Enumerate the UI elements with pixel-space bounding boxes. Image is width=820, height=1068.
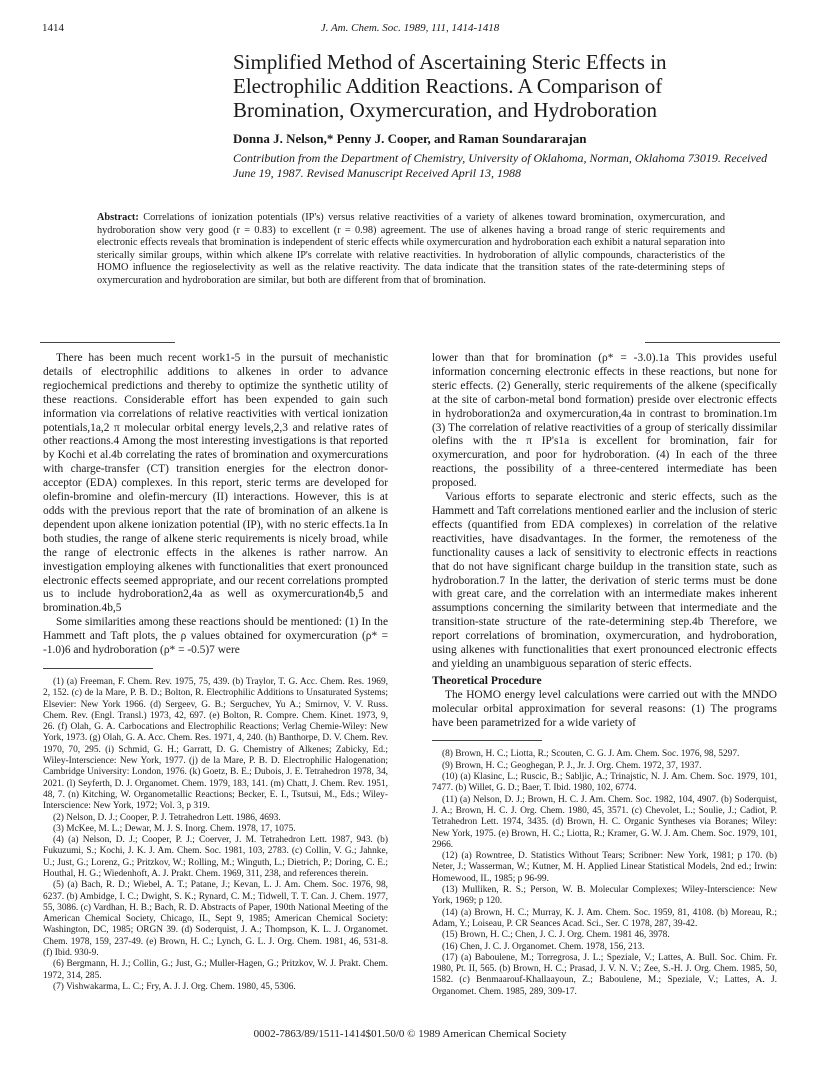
body-paragraph: There has been much recent work1-5 in the pursuit of mechanistic details of electrophilic additions to alkenes in order to advance regiochemical predictions and thereby to optimize the synthetic utility of these reactions. Considerable effort has been expended to gain such information via correlations of relative reactivities with vertical ionization potentials,1a,2 π molecular orbital energy levels,2,3 and relative rates of other reactions.4 Among the most interesting investigations is that reported by Kochi et al.4b correlating the rates of bromination and oxymercurations with charge-transfer (CT) transition energies for the electron donor-acceptor (EDA) complexes. In this report, steric terms are developed for olefin-bromine and olefin-mercury (II) interactions. However, this is at odds with the previous report that the rate of bromination of an alkene is dependent upon alkene ionization potential (IP), with no steric effects.1a In both studies, the range of alkene steric requirements is nicely broad, while the range of electronic effects in the alkenes is rather narrow. An investigation employing alkenes with functionalities that exert pronounced electronic effects seemed appropriate, and our recent correlations prompted us to include hydroboration2,4a as well as oxymercuration4b,5 and bromination.4b,5 — [43, 352, 388, 615]
journal-reference: J. Am. Chem. Soc. 1989, 111, 1414-1418 — [320, 22, 500, 34]
footnote: (7) Vishwakarma, L. C.; Fry, A. J. J. Org. Chem. 1980, 45, 5306. — [53, 981, 296, 992]
body-paragraph: Some similarities among these reactions should be mentioned: (1) In the Hammett and Taft plots, the ρ values obtained for oxymercuration (ρ* = -1.0)6 and hydroboration (ρ* = -0.5)7 were — [43, 616, 388, 657]
footnote-divider — [43, 668, 153, 669]
footnote: (6) Bergmann, H. J.; Collin, G.; Just, G.; Muller-Hagen, G.; Pritzkov, W. J. Prakt. Chem. 1972, 314, 285. — [43, 959, 388, 981]
footnote: (15) Brown, H. C.; Chen, J. C. J. Org. Chem. 1981 46, 3978. — [442, 930, 670, 941]
footnotes-right — [432, 749, 777, 998]
footnote: (16) Chen, J. C. J. Organomet. Chem. 1978, 156, 213. — [442, 941, 645, 952]
column-left — [43, 352, 388, 993]
footnote: (11) (a) Nelson, D. J.; Brown, H. C. J. Am. Chem. Soc. 1982, 104, 4907. (b) Soderquist, J. A.; Brown, H. C. J. Org. Chem. 1980, 45, 3571. (c) Chevolet, L.; Soulie, J.; Cadiot, P. Tetrahedron Lett. 1974, 3435. (d) Brown, H. C. Organic Syntheses via Boranes; Wiley: New York, 1975. (e) Brown, H. C.; Liotta, R.; Kramer, G. W. J. Am. Chem. Soc. 1979, 101, 2966. — [432, 794, 777, 850]
divider-left — [40, 342, 175, 343]
footnote: (2) Nelson, D. J.; Cooper, P. J. Tetrahedron Lett. 1986, 4693. — [53, 812, 281, 823]
footnote: (4) (a) Nelson, D. J.; Cooper, P. J.; Coerver, J. M. Tetrahedron Lett. 1987, 943. (b) Fukuzumi, S.; Kochi, J. K. J. Am. Chem. Soc. 1981, 103, 2783. (c) Collin, V. G.; Jahnke, U.; Just, G.; Lorenz, G.; Pritzkov, W.; Rolling, M.; Winguth, L.; Dietrich, P.; Doring, C. E.; Houthal, H. G.; Wiedenhoft, A. J. Prakt. Chem. 1969, 311, 238, and references therein. — [43, 835, 388, 879]
body-paragraph: lower than that for bromination (ρ* = -3.0).1a This provides useful information concerning electronic effects in these reactions, but none for steric effects. (2) Generally, steric requirements of the alkene (specifically at the site of carbon-metal bond formation) preside over electronic effects in hydroboration2a and oxymercuration,4a in contrast to bromination.1m (3) The correlation of relative reactivities of a group of sterically dissimilar olefins with the π IP's1a is excellent for bromination, fair for oxymercuration, and poor for hydroboration. (4) In each of the three reactions, the possibility of a three-centered intermediate has been proposed. — [432, 352, 777, 490]
article-affiliation: Contribution from the Department of Chemistry, University of Oklahoma, Norman, Oklahoma 73019. Received June 19, 1987. Revised Manuscript Received April 13, 1988 — [233, 151, 768, 180]
column-right — [432, 352, 777, 998]
article-title: Simplified Method of Ascertaining Steric Effects in Electrophilic Addition Reactions. A Comparison of Bromination, Oxymercuration, and Hydroboration — [233, 50, 667, 122]
body-paragraph: Various efforts to separate electronic and steric effects, such as the Hammett and Taft correlations mentioned earlier and the inclusion of steric effects (quantified from EDA complexes) in correlation of the relative reactivities, have disadvantages. In the former, the remoteness of the functionality causes a lack of sensitivity to electronic effects in reactions that do not have significant charge buildup in the transition state, such as hydroboration.7 In the latter, the derivation of steric terms must be done with great care, and the correlation with an intermediate makes inherent assumptions concerning the similarity between that intermediate and the transition-state structure of the rate-determining step.4b Therefore, we report correlations of bromination, oxymercuration, and hydroboration, using alkenes with functionalities that exert pronounced electronic effects and yielding an unambiguous separation of steric effects. — [432, 491, 777, 670]
title-block — [233, 50, 778, 181]
footnote: (14) (a) Brown, H. C.; Murray, K. J. Am. Chem. Soc. 1959, 81, 4108. (b) Moreau, R.; Adam, Y.; Loiseau, P. CR Seances Acad. Sci., Ser. C 1978, 287, 39-42. — [432, 907, 777, 929]
abstract-text: Correlations of ionization potentials (IP's) versus relative reactivities of a variety of alkenes toward bromination, oxymercuration, and hydroboration show very good (r = 0.83) to excellent (r = 0.98) agreement. The use of alkenes having a broad range of steric requirements and electronic effects reveals that bromination is independent of steric effects while oxymercuration and hydroboration each exhibit a natural separation into sterically similar groups, within which alkene IP's correlate with relative reactivities. In hydroboration of allylic compounds, characteristics of the HOMO influence the regioselectivity as well as the relative reactivity. The data indicate that the transition states of the rate-determining steps of oxymercuration and hydroboration are similar, but both are different from that of bromination. — [97, 212, 725, 286]
footnote: (3) McKee, M. L.; Dewar, M. J. S. Inorg. Chem. 1978, 17, 1075. — [53, 823, 296, 834]
footnote-divider — [432, 740, 542, 741]
copyright-line: 0002-7863/89/1511-1414$01.50/0 © 1989 American Chemical Society — [253, 1028, 567, 1040]
footnote: (8) Brown, H. C.; Liotta, R.; Scouten, C. G. J. Am. Chem. Soc. 1976, 98, 5297. — [442, 749, 740, 760]
section-paragraph: The HOMO energy level calculations were carried out with the MNDO molecular orbital approximation for several reasons: (1) The programs have been parametrized for a wide variety of — [432, 688, 777, 729]
footnote: (17) (a) Baboulene, M.; Torregrosa, J. L.; Speziale, V.; Lattes, A. Bull. Soc. Chim. Fr. 1980, Pt. II, 565. (b) Brown, H. C.; Prasad, J. V. N. V.; Zee, S.-H. J. Org. Chem. 1985, 50, 1582. (c) Benmaarouf-Khallaayoun, Z.; Baboulene, M.; Speziale, V.; Lattes, A. J. Organomet. Chem. 1985, 289, 309-17. — [432, 952, 777, 997]
footnote: (10) (a) Klasinc, L.; Ruscic, B.; Sabljic, A.; Trinajstic, N. J. Am. Chem. Soc. 1979, 101, 7477. (b) Willet, G. D.; Baer, T. Ibid. 1980, 102, 6774. — [432, 772, 777, 794]
section-heading: Theoretical Procedure — [432, 674, 542, 687]
footnotes-left — [43, 677, 388, 993]
abstract-label: Abstract: — [97, 212, 139, 223]
footnote: (1) (a) Freeman, F. Chem. Rev. 1975, 75, 439. (b) Traylor, T. G. Acc. Chem. Res. 1969, 2, 152. (c) de la Mare, P. B. D.; Bolton, R. Electrophilic Additions to Unsaturated Systems; Elsevier: New York 1966. (d) Sergeev, G. B.; Serguchev, Yu A.; Smirnov, V. V. Russ. Chem. Rev. (Engl. Transl.) 1973, 42, 697. (e) Bolton, R. Compre. Chem. Kinet. 1973, 9, 26. (f) Olah, G. A. Carbocations and Electrophilic Reactions; Verlag Chemie-Wiley: New York, 1973. (g) Olah, G. A. Acc. Chem. Res. 1971, 4, 240. (h) Banthorpe, D. V. Chem. Rev. 1970, 70, 295. (i) Schmid, G. H.; Garratt, D. G. Chemistry of Alkenes; Zabicky, Ed.; Wiley-Interscience: New York, 1977. (j) de la Mare, P. B. D. Electrophilic Halogenation; Cambridge University: London, 1976. (k) Goetz, B. E.; Dubois, J. E. Tetrahedron 1978, 34, 2021. (l) Seyferth, D. J. Organomet. Chem. 1979, 183, 141. (m) Chatt, J. Chem. Rev. 1951, 48, 7. (n) Kitching, W. Organometallic Reactions; Becker, E. I., Tsutsui, M., Eds.; Wiley-Interscience: New York, 1972; Vol. 3, p 319. — [43, 676, 388, 812]
abstract — [97, 212, 725, 288]
footnote: (13) Mulliken, R. S.; Person, W. B. Molecular Complexes; Wiley-Interscience: New York, 1969; p 120. — [432, 885, 777, 907]
footnote: (12) (a) Rowntree, D. Statistics Without Tears; Scribner: New York, 1981; p 170. (b) Neter, J.; Wasserman, W.; Kutner, M. H. Applied Linear Statistical Models, 2nd ed.; Irwin: Homewood, IL, 1985; p 96-99. — [432, 851, 777, 884]
divider-right — [645, 342, 780, 343]
footnote: (9) Brown, H. C.; Geoghegan, P. J., Jr. J. Org. Chem. 1972, 37, 1937. — [442, 760, 702, 771]
article-authors: Donna J. Nelson,* Penny J. Cooper, and Raman Soundararajan — [233, 131, 587, 146]
page-number: 1414 — [42, 22, 64, 34]
footnote: (5) (a) Bach, R. D.; Wiebel, A. T.; Patane, J.; Kevan, L. J. Am. Chem. Soc. 1976, 98, 6237. (b) Ambidge, I. C.; Dwight, S. K.; Rynard, C. M.; Tidwell, T. T. Can. J. Chem. 1977, 55, 3086. (c) Vardhan, H. B.; Bach, R. D. Abstracts of Paper, 190th National Meeting of the American Chemical Society, Chicago, IL, Sept 9, 1985; American Chemical Society: Washington, DC, 1985; ORGN 39. (d) Soderquist, J. A.; Thompson, K. L. J. Organomet. Chem. 1978, 159, 237-49. (e) Brown, H. C.; Lynch, G. L. J. Org. Chem. 1981, 46, 531-8. (f) Ibid. 930-9. — [43, 880, 388, 959]
